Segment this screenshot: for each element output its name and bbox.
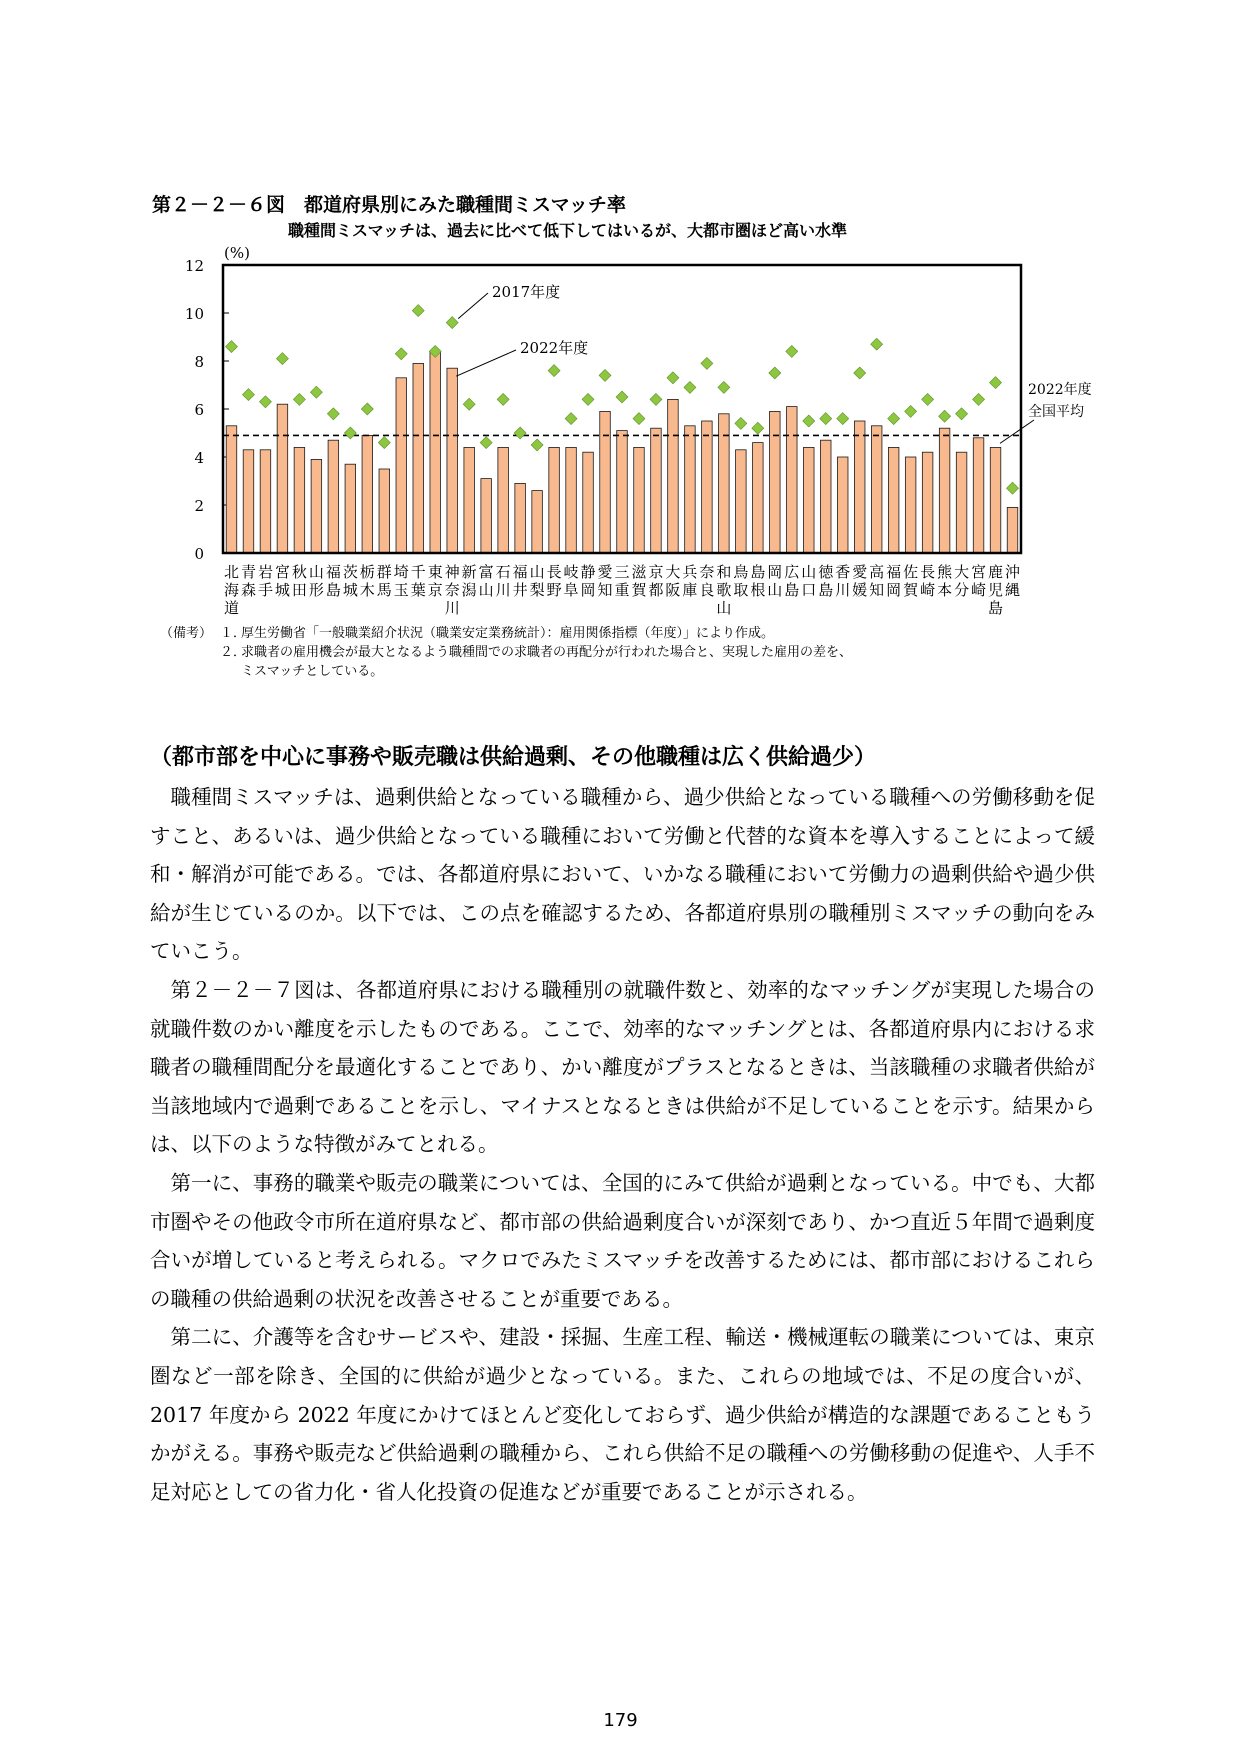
- bar: [651, 428, 662, 553]
- bar: [362, 435, 373, 553]
- marker-2017: [242, 389, 254, 401]
- paragraph: 第二に、介護等を含むサービスや、建設・採掘、生産工程、輸送・機械運転の職業については、東京圏など一部を除き、全国的に供給が過少となっている。また、これらの地域では、不足の度合いが、2017 年度から 2022 年度にかけてほとんど変化しておらず、過少供給が構造的な課題であることもうかがえる。事務や販売など供給過剰の職種から、これら供給不足の職種への労働移動の促進や、人手不足対応としての省力化・省人化投資の促進などが重要であることが示される。: [150, 1325, 1095, 1504]
- x-tick-label: 岩手: [257, 563, 273, 599]
- x-tick-label: 滋賀: [631, 563, 647, 599]
- bar: [617, 431, 628, 553]
- x-tick-label: 岐阜: [563, 563, 579, 599]
- y-unit-label: (%): [224, 244, 250, 262]
- bar: [430, 351, 441, 553]
- x-tick-label: 熊本: [937, 563, 953, 599]
- x-tick-label: 奈良: [699, 563, 715, 599]
- notes-label: （備考）: [160, 626, 213, 641]
- marker-2017: [633, 413, 645, 425]
- y-tick-label: 8: [194, 353, 204, 371]
- marker-2017: [786, 345, 798, 357]
- page-number: 179: [603, 1710, 638, 1731]
- x-tick-label: 香川: [835, 563, 851, 599]
- note-number: [220, 662, 241, 681]
- marker-2017: [735, 417, 747, 429]
- bar: [922, 452, 933, 553]
- section-heading: （都市部を中心に事務や販売職は供給過剰、その他職種は広く供給過少）: [150, 745, 877, 770]
- national-average-leader: [1000, 420, 1034, 443]
- marker-2017: [871, 338, 883, 350]
- y-tick-label: 4: [194, 449, 204, 467]
- marker-2017: [276, 353, 288, 365]
- marker-2017: [582, 393, 594, 405]
- bar: [787, 407, 798, 553]
- national-average-label: 2022年度: [1028, 382, 1092, 398]
- annotation-arrow: [458, 293, 488, 319]
- annotation-label: 2022年度: [520, 339, 589, 357]
- bar: [396, 378, 407, 553]
- bar: [447, 368, 458, 553]
- figure-subtitle: 職種間ミスマッチは、過去に比べて低下してはいるが、大都市圏ほど高い水準: [288, 221, 848, 240]
- marker-2017: [956, 408, 968, 420]
- x-tick-label: 大阪: [665, 563, 681, 599]
- x-tick-label: 徳島: [818, 563, 834, 599]
- bar: [871, 426, 882, 553]
- marker-2017: [531, 439, 543, 451]
- x-tick-label: 高知: [869, 563, 885, 599]
- marker-2017: [565, 413, 577, 425]
- x-tick-label: 秋田: [291, 563, 307, 599]
- marker-2017: [514, 427, 526, 439]
- bar: [481, 479, 492, 553]
- x-tick-label: 鹿児島: [988, 563, 1004, 617]
- x-tick-label: 福井: [512, 563, 528, 599]
- mismatch-rate-chart: [0, 0, 1241, 620]
- x-tick-label: 岡山: [767, 563, 783, 599]
- bar: [905, 457, 916, 553]
- bar: [702, 421, 713, 553]
- marker-2017: [701, 357, 713, 369]
- x-tick-label: 愛媛: [852, 563, 868, 599]
- marker-2017: [922, 393, 934, 405]
- x-tick-label: 石川: [495, 563, 511, 599]
- x-tick-label: 愛知: [597, 563, 613, 599]
- y-tick-label: 10: [184, 305, 204, 323]
- bar: [498, 447, 509, 553]
- marker-2017: [480, 437, 492, 449]
- marker-2017: [888, 413, 900, 425]
- y-tick-label: 2: [194, 497, 204, 515]
- marker-2017: [820, 413, 832, 425]
- note-text: 求職者の雇用機会が最大となるよう職種間での求職者の再配分が行われた場合と、実現した雇用の差を、: [241, 645, 853, 660]
- x-tick-label: 山形: [308, 563, 324, 599]
- national-average-label: 全国平均: [1028, 404, 1084, 420]
- marker-2017: [378, 437, 390, 449]
- x-tick-label: 群馬: [376, 563, 392, 599]
- x-tick-label: 兵庫: [682, 563, 698, 599]
- bar: [294, 447, 305, 553]
- x-tick-label: 茨城: [342, 563, 358, 599]
- figure-notes: [160, 624, 852, 681]
- marker-2017: [344, 427, 356, 439]
- marker-2017: [837, 413, 849, 425]
- y-tick-label: 12: [184, 257, 204, 275]
- marker-2017: [310, 386, 322, 398]
- bar: [549, 447, 560, 553]
- bar: [226, 426, 237, 553]
- note-text: 厚生労働省「一般職業紹介状況（職業安定業務統計）：雇用関係指標（年度）」により作成。: [241, 626, 775, 641]
- bar: [532, 491, 543, 553]
- x-tick-label: 鳥取: [733, 563, 749, 599]
- marker-2017: [718, 381, 730, 393]
- marker-2017: [616, 391, 628, 403]
- marker-2017: [803, 415, 815, 427]
- body-text: [150, 778, 1095, 1511]
- x-tick-label: 福島: [325, 563, 341, 599]
- marker-2017: [599, 369, 611, 381]
- x-tick-label: 山梨: [529, 563, 545, 599]
- bar: [243, 450, 254, 553]
- bar: [413, 363, 424, 553]
- x-tick-label: 山口: [801, 563, 817, 599]
- marker-2017: [548, 365, 560, 377]
- marker-2017: [412, 305, 424, 317]
- x-tick-label: 長崎: [920, 563, 936, 599]
- bar: [956, 452, 967, 553]
- marker-2017: [293, 393, 305, 405]
- figure-title: 第２－２－６図 都道府県別にみた職種間ミスマッチ率: [152, 194, 626, 216]
- x-tick-label: 福岡: [886, 563, 902, 599]
- marker-2017: [225, 341, 237, 353]
- bar: [770, 411, 781, 553]
- marker-2017: [939, 410, 951, 422]
- marker-2017: [667, 372, 679, 384]
- marker-2017: [395, 348, 407, 360]
- x-tick-label: 東京: [427, 563, 443, 599]
- bar: [939, 428, 950, 553]
- marker-2017: [684, 381, 696, 393]
- note-number: ２．: [220, 645, 247, 660]
- marker-2017: [990, 377, 1002, 389]
- x-tick-label: 千葉: [410, 563, 426, 599]
- bar: [566, 447, 577, 553]
- x-tick-label: 栃木: [359, 563, 375, 599]
- bar: [634, 447, 645, 553]
- x-tick-label: 宮崎: [971, 563, 987, 599]
- annotation-label: 2017年度: [492, 283, 561, 301]
- x-tick-label: 広島: [784, 563, 800, 599]
- bar: [328, 440, 339, 553]
- x-tick-label: 島根: [750, 563, 766, 599]
- paragraph: 第一に、事務的職業や販売の職業については、全国的にみて供給が過剰となっている。中でも、大都市圏やその他政令市所在道府県など、都市部の供給過剰度合いが深刻であり、かつ直近５年間で過剰度合いが増していると考えられる。マクロでみたミスマッチを改善するためには、都市部におけるこれらの職種の供給過剰の状況を改善させることが重要である。: [150, 1170, 1095, 1311]
- x-tick-label: 宮城: [274, 563, 290, 599]
- marker-2017: [752, 422, 764, 434]
- bar: [820, 440, 831, 553]
- marker-2017: [905, 405, 917, 417]
- marker-2017: [769, 367, 781, 379]
- bar: [804, 447, 815, 553]
- bar: [973, 438, 984, 553]
- bar: [464, 447, 475, 553]
- bar: [1007, 507, 1018, 553]
- bar: [583, 452, 594, 553]
- y-tick-label: 0: [194, 545, 204, 563]
- bar: [736, 450, 747, 553]
- x-tick-label: 大分: [954, 563, 970, 599]
- bar: [515, 483, 526, 553]
- x-tick-label: 静岡: [580, 563, 596, 599]
- annotation-arrow: [456, 350, 516, 376]
- marker-2017: [361, 403, 373, 415]
- bar: [668, 399, 679, 553]
- marker-2017: [327, 408, 339, 420]
- x-tick-label: 京都: [648, 563, 664, 599]
- bar: [990, 447, 1001, 553]
- marker-2017: [854, 367, 866, 379]
- x-tick-label: 和歌山: [716, 563, 732, 617]
- bar: [753, 443, 764, 553]
- bar: [888, 447, 899, 553]
- bar: [277, 404, 288, 553]
- x-tick-label: 富山: [478, 563, 494, 599]
- x-tick-label: 長野: [546, 563, 562, 599]
- y-tick-label: 6: [194, 401, 204, 419]
- x-tick-label: 新潟: [461, 563, 477, 599]
- marker-2017: [1007, 482, 1019, 494]
- bar: [854, 421, 865, 553]
- x-tick-label: 神奈川: [444, 563, 460, 617]
- marker-2017: [497, 393, 509, 405]
- note-number: １．: [220, 626, 247, 641]
- x-tick-label: 三重: [614, 563, 630, 599]
- bar: [685, 426, 696, 553]
- marker-2017: [259, 396, 271, 408]
- note-text: ミスマッチとしている。: [241, 664, 384, 679]
- bar: [260, 450, 271, 553]
- x-tick-label: 青森: [240, 563, 256, 599]
- marker-2017: [973, 393, 985, 405]
- x-tick-label: 沖縄: [1005, 563, 1021, 599]
- marker-2017: [463, 398, 475, 410]
- bar: [837, 457, 848, 553]
- marker-2017: [650, 393, 662, 405]
- x-tick-label: 北海道: [223, 563, 239, 617]
- bar: [600, 411, 611, 553]
- paragraph: 職種間ミスマッチは、過剰供給となっている職種から、過少供給となっている職種への労働移動を促すこと、あるいは、過少供給となっている職種において労働と代替的な資本を導入することによって緩和・解消が可能である。では、各都道府県において、いかなる職種において労働力の過剰供給や過少供給が生じているのか。以下では、この点を確認するため、各都道府県別の職種別ミスマッチの動向をみていこう。: [150, 785, 1095, 964]
- paragraph: 第２－２－７図は、各都道府県における職種別の就職件数と、効率的なマッチングが実現した場合の就職件数のかい離度を示したものである。ここで、効率的なマッチングとは、各都道府県内における求職者の職種間配分を最適化することであり、かい離度がプラスとなるときは、当該職種の求職者供給が当該地域内で過剰であることを示し、マイナスとなるときは供給が不足していることを示す。結果からは、以下のような特徴がみてとれる。: [150, 977, 1095, 1157]
- bar: [311, 459, 322, 553]
- bar: [345, 464, 356, 553]
- x-tick-label: 佐賀: [903, 563, 919, 599]
- x-tick-label: 埼玉: [393, 563, 409, 599]
- bar: [379, 469, 390, 553]
- marker-2017: [446, 317, 458, 329]
